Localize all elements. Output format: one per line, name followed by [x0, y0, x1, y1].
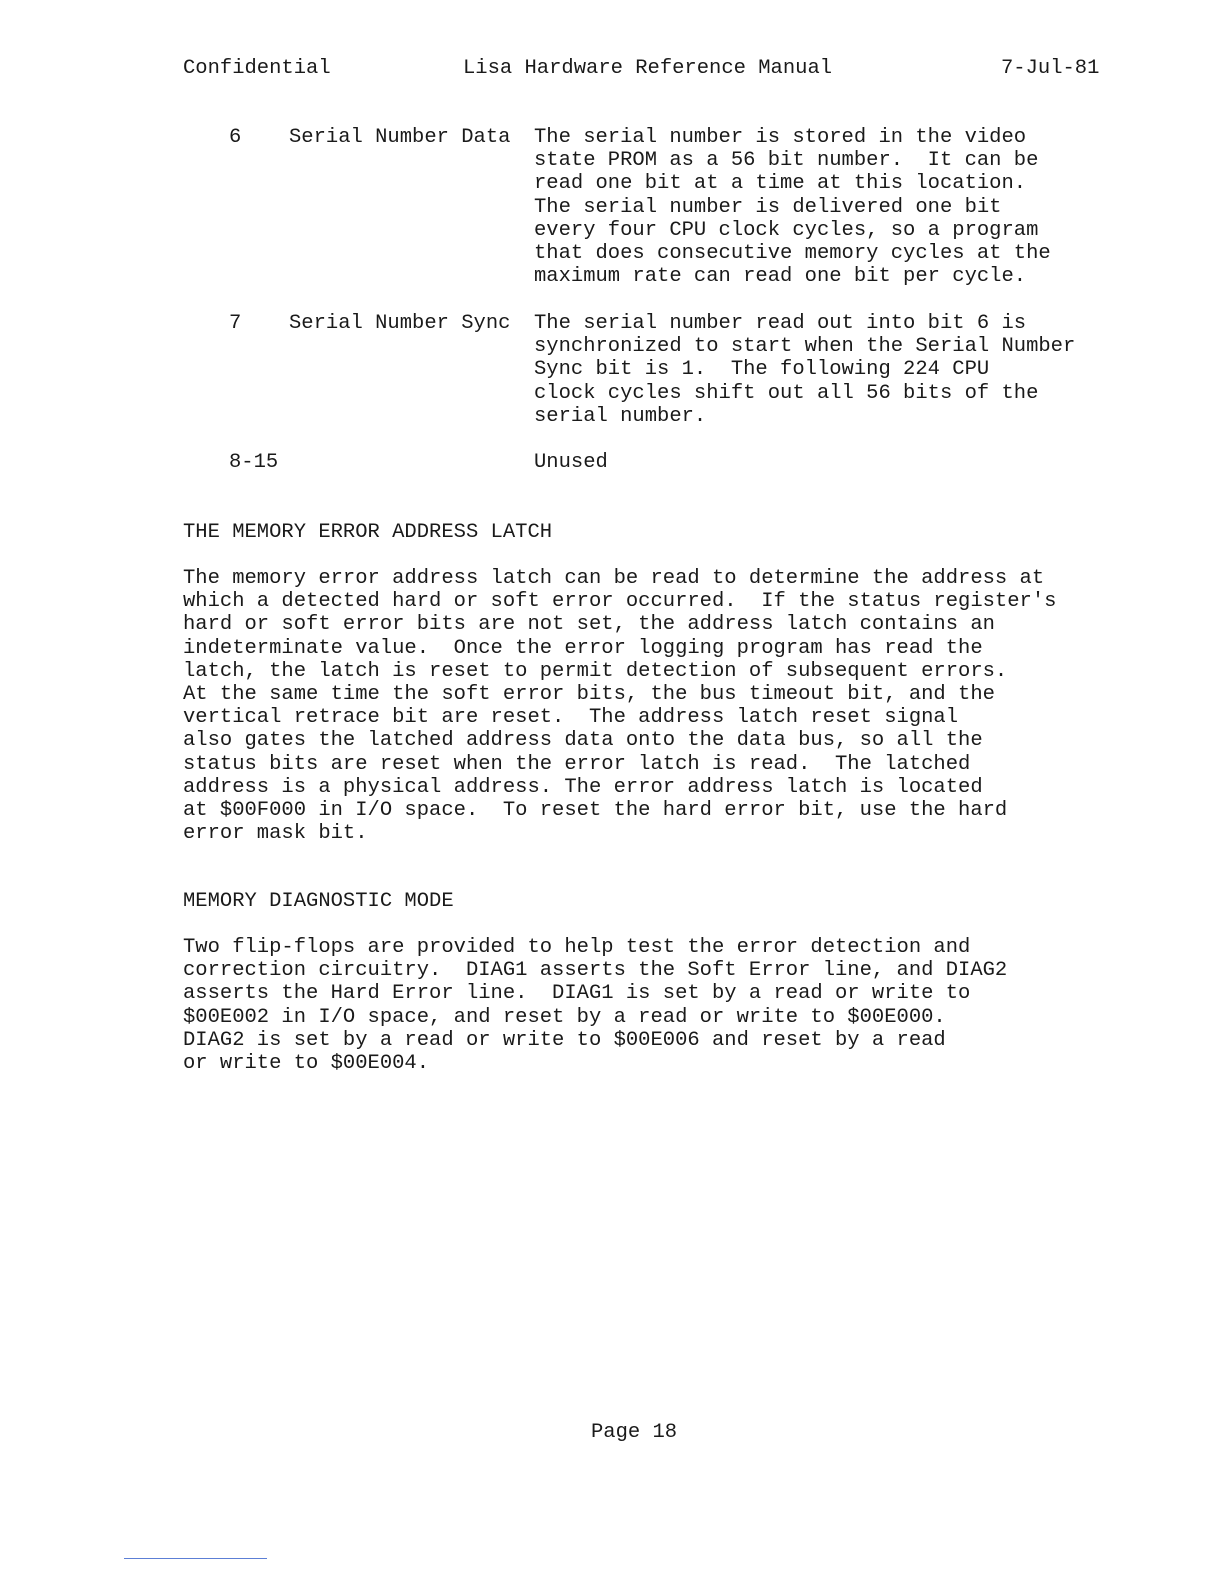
section-heading: MEMORY DIAGNOSTIC MODE — [183, 890, 454, 913]
section-heading: THE MEMORY ERROR ADDRESS LATCH — [183, 521, 553, 544]
bit-description: The serial number read out into bit 6 is synchronized to start when the Serial Number Sync bit is 1. The following 224 CPU clock cycles shift out all 56 bits of the serial number. — [534, 312, 1076, 428]
bit-description: Unused — [534, 451, 608, 474]
section-body: Two flip-flops are provided to help test the error detection and correction circuitry. DIAG1 asserts the Soft Error line, and DIAG2 asserts the Hard Error line. DIAG1 is set by a read or write to $00E002 in I/O space, and reset by a read or write to $00E000. DIAG2 is set by a read or write to $00E006 and reset by a read or write to $00E004. — [183, 936, 1008, 1076]
bit-number: 7 — [229, 312, 242, 335]
header-confidential: Confidential — [183, 57, 331, 80]
bit-name: Serial Number Data — [289, 126, 511, 149]
header-title: Lisa Hardware Reference Manual — [463, 57, 833, 80]
bit-description: The serial number is stored in the video state PROM as a 56 bit number. It can be read one bit at a time at this location. The serial number is delivered one bit every four CPU clock cycles, so a program that does consecutive memory cycles at the maximum rate can read one bit per cycle. — [534, 126, 1051, 289]
bit-name: Serial Number Sync — [289, 312, 511, 335]
section-body: The memory error address latch can be read to determine the address at which a detected hard or soft error occurred. If the status register's hard or soft error bits are not set, the address latch contains an indeterminate value. Once the error logging program has read the latch, the latch is reset to permit detection of subsequent errors. At the same time the soft error bits, the bus timeout bit, and the vertical retrace bit are reset. The address latch reset signal also gates the latched address data onto the data bus, so all the status bits are reset when the error latch is read. The latched address is a physical address. The error address latch is located at $00F000 in I/O space. To reset the hard error bit, use the hard error mask bit. — [183, 567, 1057, 846]
footnote-rule — [124, 1558, 267, 1559]
page-number: Page 18 — [591, 1421, 678, 1444]
header-date: 7-Jul-81 — [1001, 57, 1100, 80]
bit-number: 8-15 — [229, 451, 279, 474]
bit-number: 6 — [229, 126, 242, 149]
